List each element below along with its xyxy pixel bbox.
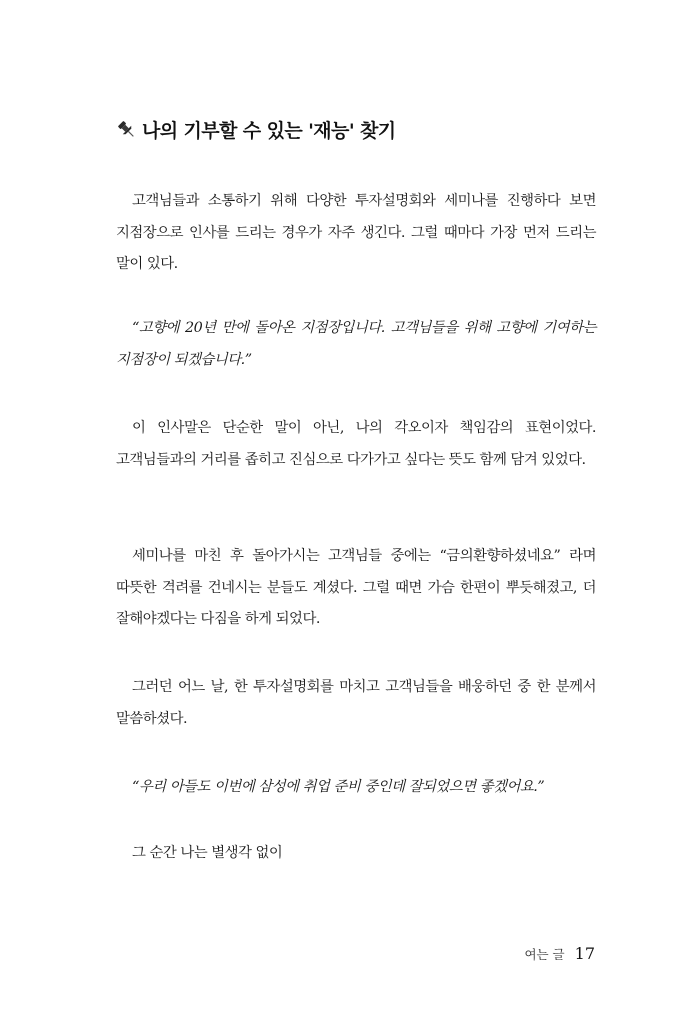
quote-paragraph: “우리 아들도 이번에 삼성에 취업 준비 중인데 잘되었으면 좋겠어요.” xyxy=(132,779,545,795)
paragraph: 그러던 어느 날, 한 투자설명회를 마치고 고객님들을 배웅하던 중 한 분께서 말씀하셨다. xyxy=(116,679,596,727)
body-text xyxy=(116,772,596,804)
page-footer xyxy=(524,944,595,963)
quote-paragraph: “고향에 20년 만에 돌아온 지점장입니다. 고객님들을 위해 고향에 기여하는 지점장이 되겠습니다.” xyxy=(116,320,596,368)
body-text xyxy=(116,838,596,870)
paragraph: 그 순간 나는 별생각 없이 xyxy=(132,845,283,861)
section-heading xyxy=(116,116,396,143)
body-text xyxy=(116,313,596,376)
page-number: 17 xyxy=(574,944,595,963)
paragraph: 고객님들과 소통하기 위해 다양한 투자설명회와 세미나를 진행하다 보면 지점장으로 인사를 드리는 경우가 자주 생긴다. 그럴 때마다 가장 먼저 드리는 말이 있다. xyxy=(116,193,596,272)
section-heading-text: 나의 기부할 수 있는 '재능' 찾기 xyxy=(142,120,396,142)
paragraph: 이 인사말은 단순한 말이 아닌, 나의 각오이자 책임감의 표현이었다. 고객님들과의 거리를 좁히고 진심으로 다가가고 싶다는 뜻도 함께 담겨 있었다. xyxy=(116,420,596,468)
body-text xyxy=(116,413,596,476)
body-text xyxy=(116,541,596,636)
pushpin-icon xyxy=(116,119,138,141)
paragraph: 세미나를 마친 후 돌아가시는 고객님들 중에는 “금의환향하셨네요” 라며 따뜻한 격려를 건네시는 분들도 계셨다. 그럴 때면 가슴 한편이 뿌듯해졌고, 더 잘해야겠다는 다짐을 하게 되었다. xyxy=(116,548,596,627)
body-text xyxy=(116,672,596,735)
running-footer-section: 여는 글 xyxy=(524,947,565,962)
body-text xyxy=(116,186,596,281)
